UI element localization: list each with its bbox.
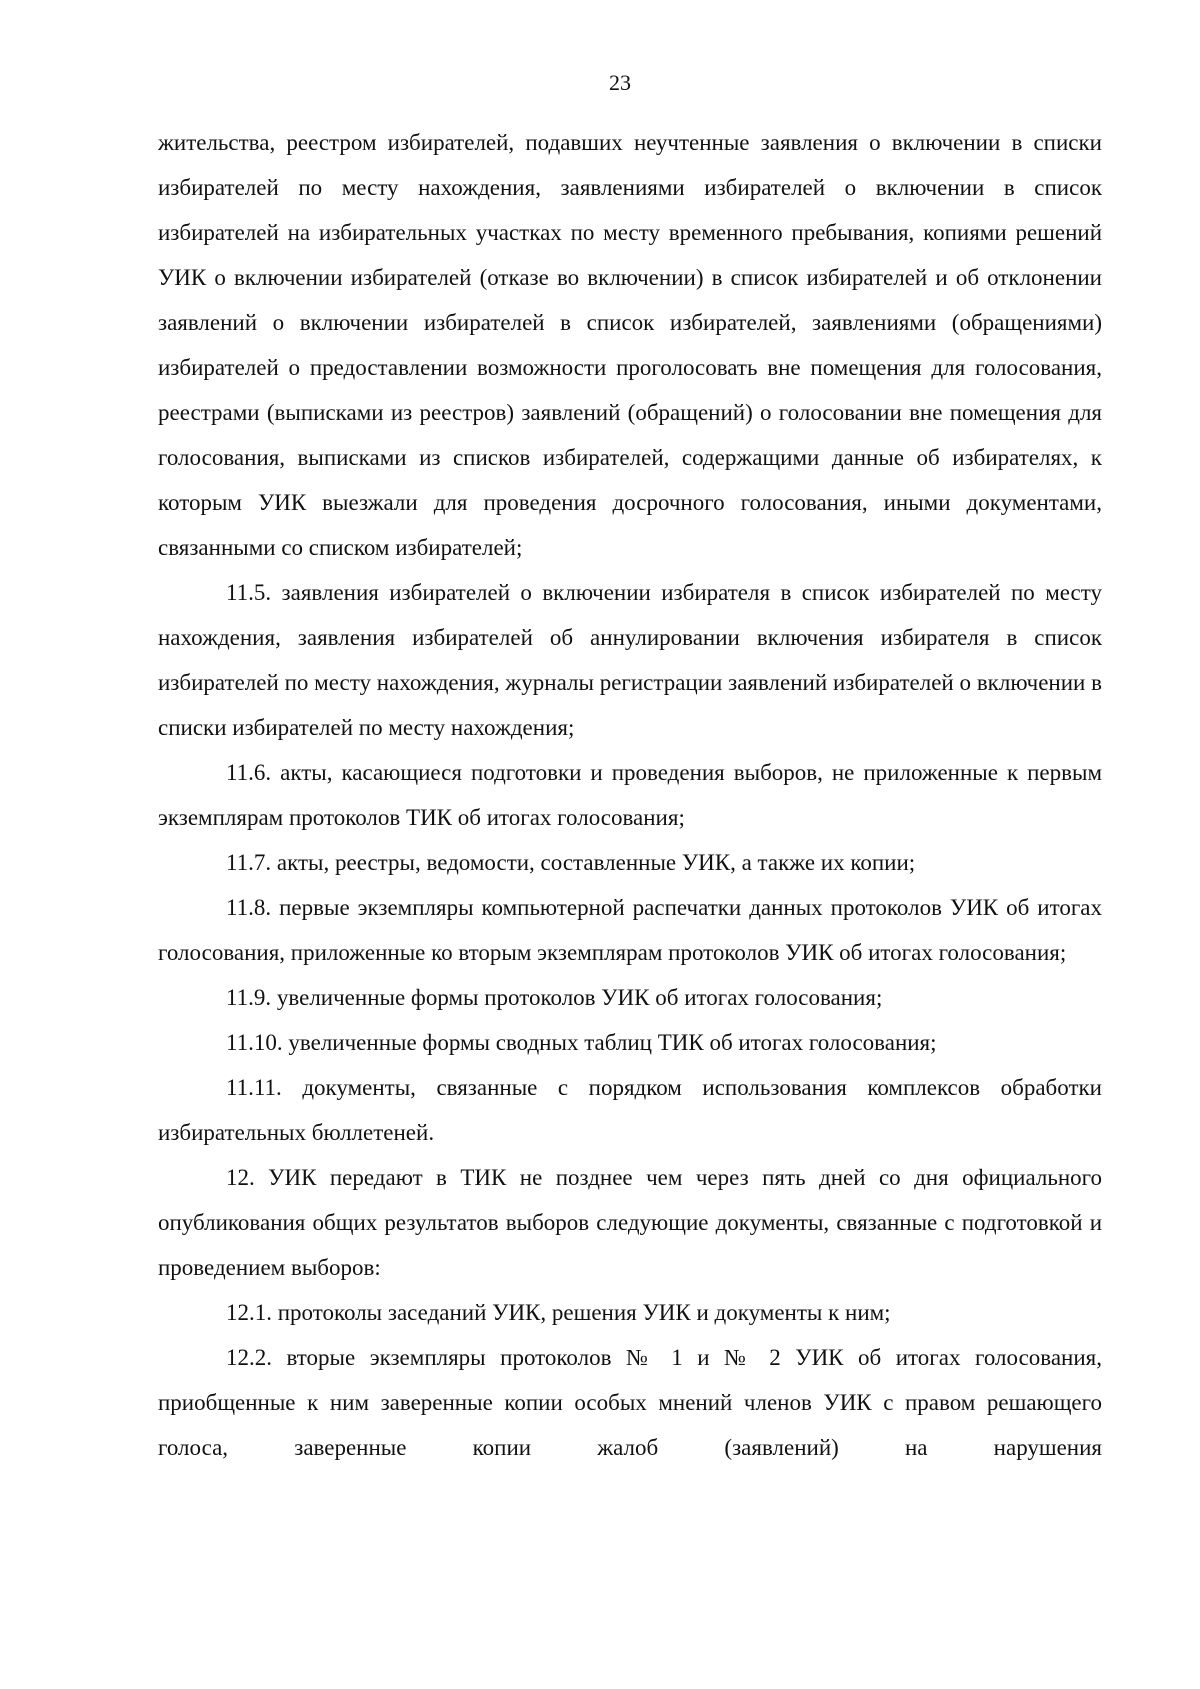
paragraph-12-1: 12.1. протоколы заседаний УИК, решения УИК и документы к ним; [226, 1300, 891, 1325]
paragraph-12: 12. УИК передают в ТИК не позднее чем через пять дней со дня официального опубликования общих результатов выборов следующие документы, связанные с подготовкой и проведением выборов: [158, 1165, 1102, 1280]
paragraph-11-9: 11.9. увеличенные формы протоколов УИК об итогах голосования; [226, 985, 883, 1010]
paragraph-11-8: 11.8. первые экземпляры компьютерной распечатки данных протоколов УИК об итогах голосования, приложенные ко вторым экземплярам протоколов УИК об итогах голосования; [158, 895, 1102, 965]
page-number: 23 [609, 70, 631, 95]
paragraph-11-11: 11.11. документы, связанные с порядком использования комплексов обработки избирательных бюллетеней. [158, 1075, 1102, 1145]
paragraph-11-7: 11.7. акты, реестры, ведомости, составленные УИК, а также их копии; [226, 850, 916, 875]
paragraph-11-6: 11.6. акты, касающиеся подготовки и проведения выборов, не приложенные к первым экземплярам протоколов ТИК об итогах голосования; [158, 760, 1102, 830]
paragraph-11-10: 11.10. увеличенные формы сводных таблиц ТИК об итогах голосования; [226, 1030, 937, 1055]
paragraph-12-2: 12.2. вторые экземпляры протоколов № 1 и № 2 УИК об итогах голосования, приобщенные к ним заверенные копии особых мнений членов УИК с правом решающего голоса, заверенные копии жалоб (заявлений) на нарушения [158, 1345, 1102, 1460]
paragraph-continuation: жительства, реестром избирателей, подавших неучтенные заявления о включении в списки избирателей по месту нахождения, заявлениями избирателей о включении в список избирателей на избирательных участках по месту временного пребывания, копиями решений УИК о включении избирателей (отказе во включении) в список избирателей и об отклонении заявлений о включении избирателей в список избирателей, заявлениями (обращениями) избирателей о предоставлении возможности проголосовать вне помещения для голосования, реестрами (выписками из реестров) заявлений (обращений) о голосовании вне помещения для голосования, выписками из списков избирателей, содержащими данные об избирателях, к которым УИК выезжали для проведения досрочного голосования, иными документами, связанными со списком избирателей; [158, 130, 1102, 560]
document-body [158, 120, 1102, 1470]
paragraph-11-5: 11.5. заявления избирателей о включении избирателя в список избирателей по месту нахождения, заявления избирателей об аннулировании включения избирателя в список избирателей по месту нахождения, журналы регистрации заявлений избирателей о включении в списки избирателей по месту нахождения; [158, 580, 1102, 740]
